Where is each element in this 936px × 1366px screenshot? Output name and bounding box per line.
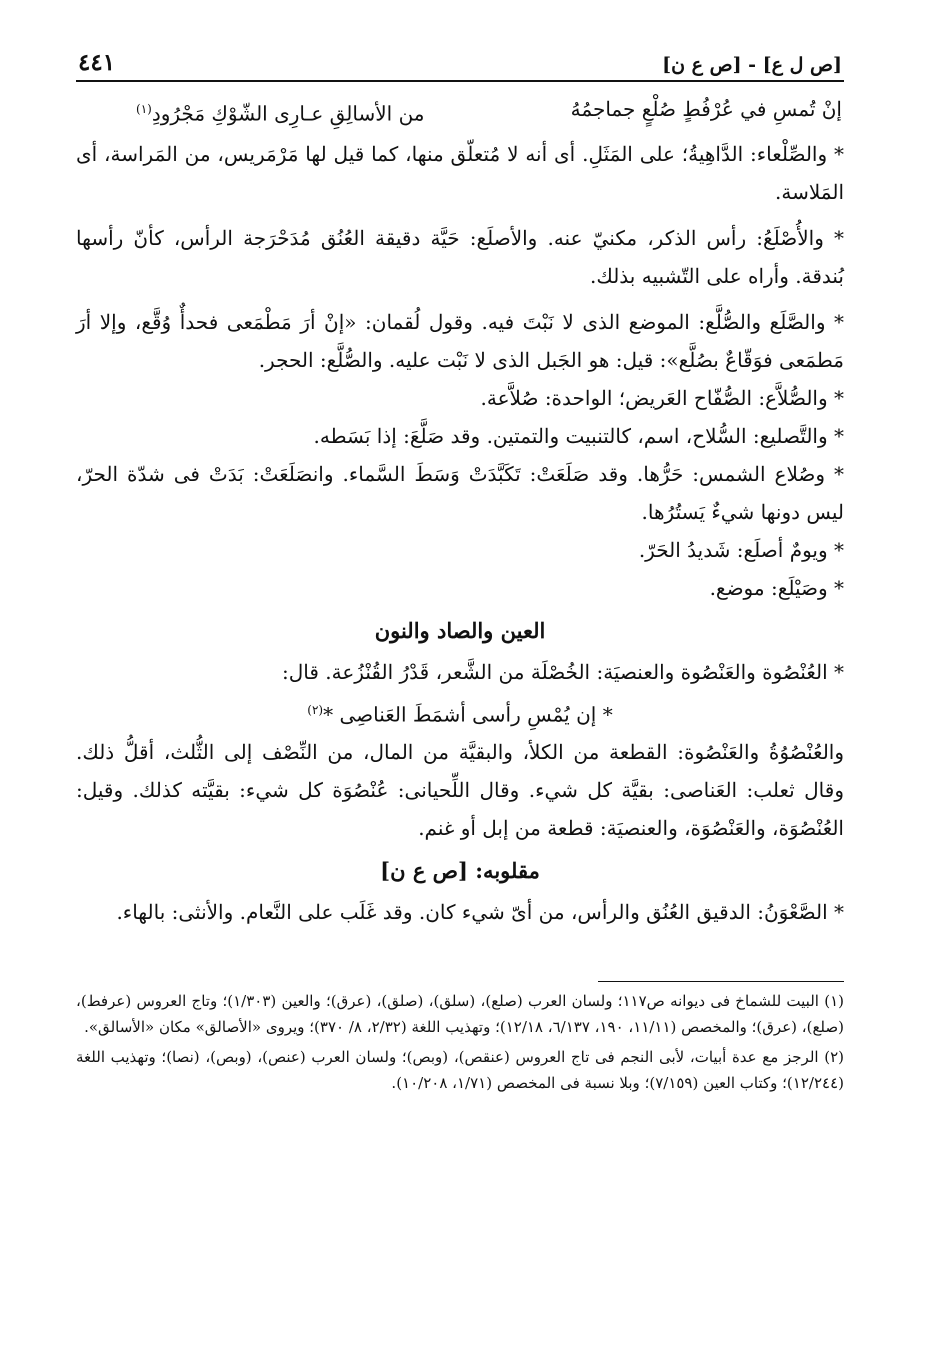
opening-verse bbox=[76, 88, 844, 135]
footnote-2: (٢) الرجز مع عدة أبيات، لأبى النجم فى تاج العروس (عنقص)، (وبص)؛ ولسان العرب (عنص)، (وبص)، (نصا)؛ وتهذيب اللغة (١٢/٢٤٤)؛ وكتاب العين (٧/١٥٩)؛ وبلا نسبة فى المخصص (١/٧١، ١٠/٢٠٨). bbox=[76, 1048, 844, 1093]
footnote-marker-1: (١) bbox=[136, 102, 152, 116]
page-body bbox=[76, 36, 844, 1096]
rajaz-verse bbox=[76, 691, 844, 734]
page-number: ٤٤١ bbox=[78, 49, 116, 76]
entry-sawan: * الصَّعْوَنُ: الدقيق العُنُق والرأس، من أىّ شيء كان. وقد غَلَب على النَّعام. والأنثى: بالهاء. bbox=[116, 900, 844, 925]
entry-saylaa: * وصَيْلَع: موضع. bbox=[709, 575, 844, 600]
running-header bbox=[76, 36, 844, 82]
section-heading-ayn-sad-nun: العين والصاد والنون bbox=[374, 617, 546, 643]
entry-salaa: * والصِّلْعاء: الدَّاهِيةُ؛ على المَثَلِ. أى أنه لا مُتعلّق منها، كما قيل لها مَرْمَريس، من المَراسة، أى المَلاسة. bbox=[76, 141, 844, 204]
header-root-letters: [ص ل ع] - [ص ع ن] bbox=[662, 54, 842, 76]
verse-second-text: من الأسالِقِ عـارِى الشّوْكِ مَجْرُودِ bbox=[151, 101, 425, 126]
footnote-1: (١) البيت للشماخ فى ديوانه ص١١٧؛ ولسان العرب (صلع)، (سلق)، (صلق)، (عرق)؛ والعين (١/٣٠٣)؛ وتاج العروس (عرفط)، (صلع)، (عرق)؛ والمخصص (١١/١١، ١٩٠، ٦/١٣٧، ١٢/١٨)؛ وتهذيب اللغة (٢/٣٢، ٨/ ٣٧٠)؛ ويروى «الأصالق» مكان «الأسالق». bbox=[76, 992, 844, 1037]
entry-sullaa: * والصُّلاَّع: الصُّفّاح العَريض؛ الواحدة: صُلاَّعة. bbox=[480, 385, 844, 410]
footnote-marker-2: (٢) bbox=[307, 702, 324, 717]
verse-first-hemistich: إنْ تُمسِ في عُرْفُطٍ صُلْعٍ جماجمُهُ bbox=[570, 97, 842, 121]
verse-second-hemistich bbox=[136, 88, 425, 135]
entry-sulaa-shams: * وصُلاع الشمس: حَرُّها. وقد صَلَعَتْ: تَكَبَّدَتْ وَسَطَ السَّماء. وانصَلَعَتْ: بَدَتْ فى شدّة الحرّ، ليس دونها شيءٌ يَستُرُها. bbox=[76, 461, 844, 524]
rajaz-verse-text: * إن يُمْسِ رأسى أشمَطَ العَناصِى * bbox=[323, 702, 613, 727]
footnote-separator bbox=[598, 981, 844, 982]
entry-tasli: * والتَّصليع: السُّلاح، اسم، كالتنبيت والتمتين. وقد صَلَّعَ: إذا بَسَطه. bbox=[313, 423, 844, 448]
entry-asla: * والأُصْلَعُ: رأس الذكر، مكنيّ عنه. والأصلَع: حَيَّة دقيقة العُنُق مُدَحْرَجة الرأس، كأنّ رأسها بُندقة. وأراه على التّشبيه بذلك. bbox=[76, 225, 844, 288]
entry-unsuwa-meanings: والعُنْصُوُةُ والعَنْصُوة: القطعة من الكلأ، والبقيَّة من المال، من النِّصْف إلى الثُّلث، أقلُّ ذلك. وقال ثعلب: العَناصى: بقيَّة كل شيء. وقال اللِّحيانى: عُنْصُوَة كل شيء: بقيَّته كذلك. وقيل: العُنْصُوَة، والعَنْصُوَة، والعنصيَة: قطعة من إبل أو غنم. bbox=[76, 740, 844, 841]
section-heading-maqlub: مقلوبه: [ص ع ن] bbox=[380, 858, 540, 884]
entry-yawm-asla: * ويومٌ أصلَع: شَديدُ الحَرّ. bbox=[638, 537, 844, 562]
entry-unsuwa: * العُنْصُوة والعَنْصُوة والعنصيَة: الخُصْلَة من الشَّعر، قَدْرُ القُنْزُعة. قال: bbox=[282, 659, 844, 684]
entry-sala: * والصَّلَع والصُّلَّع: الموضع الذى لا نَبْتَ فيه. وقول لُقمان: «إنْ أرَ مَطْمَعى فحدأٌ وُقَّع، وإلا أرَ مَطمَعى فوَقّاعٌ بصُلَّع»: قيل: هو الجَبل الذى لا نَبْت عليه. والصُّلَّع: الحجر. bbox=[76, 309, 844, 372]
